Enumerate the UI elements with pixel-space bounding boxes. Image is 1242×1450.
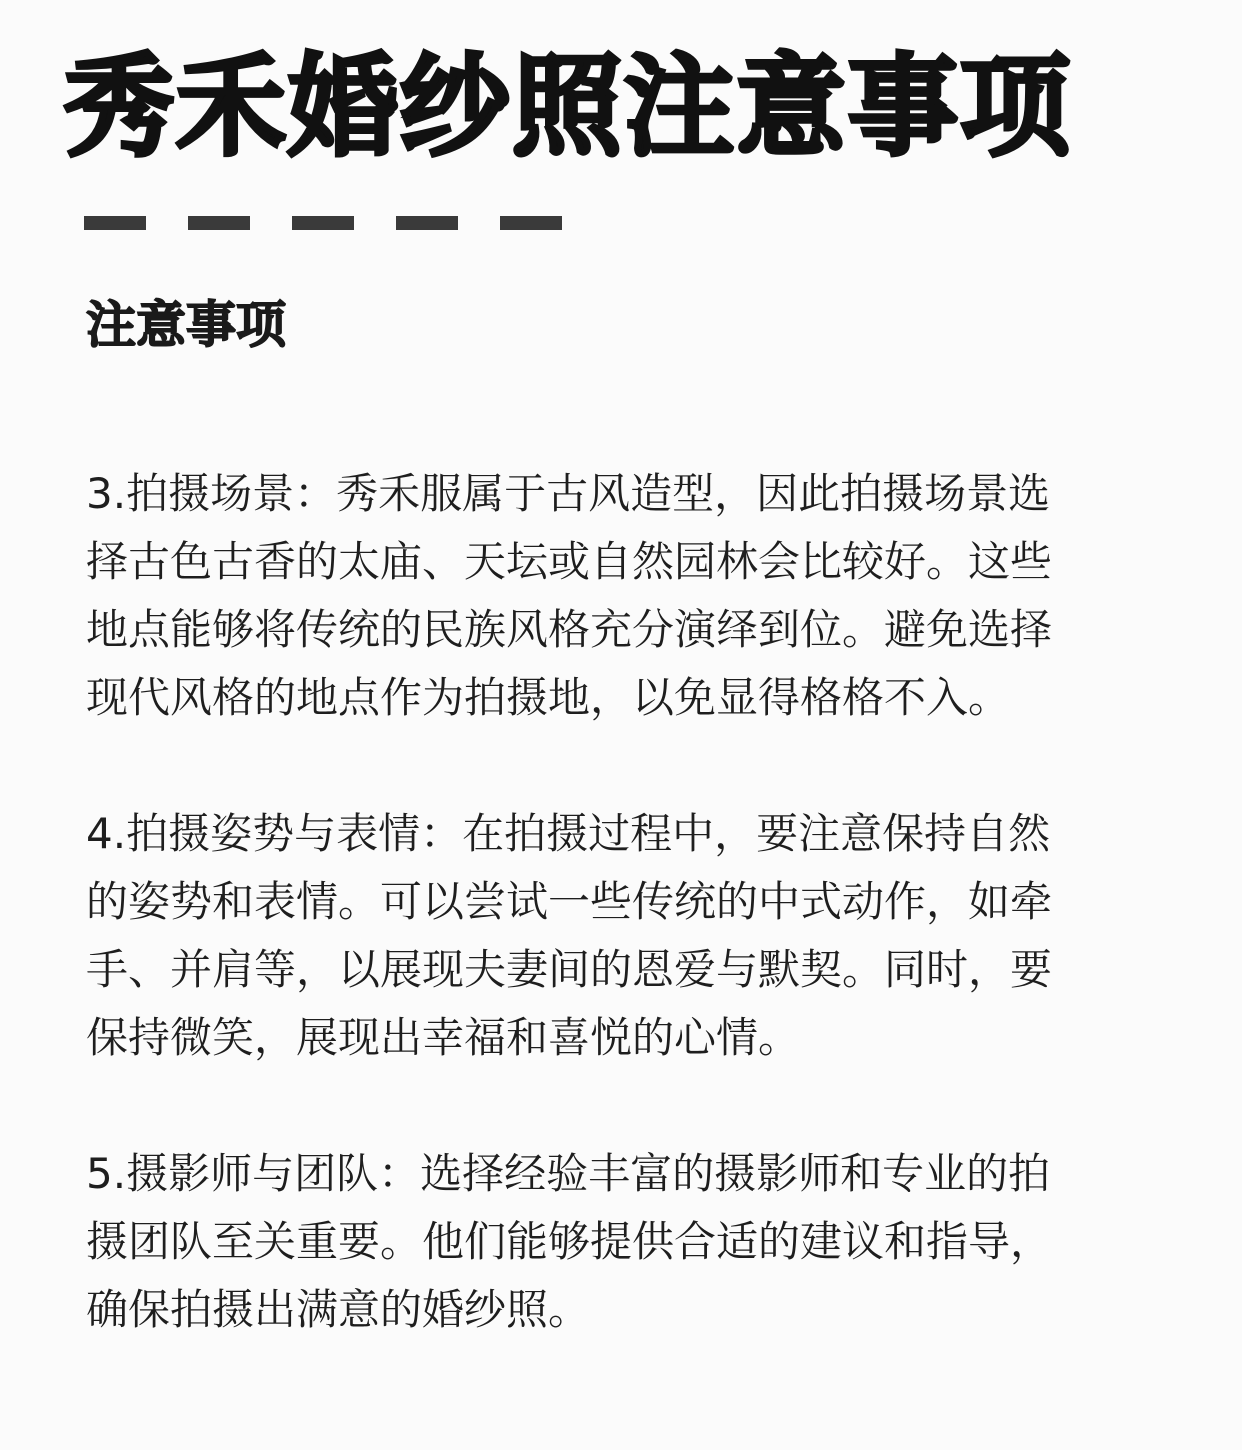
paragraph-line: 3.拍摄场景：秀禾服属于古风造型，因此拍摄场景选 xyxy=(86,469,1051,518)
page-title: 秀禾婚纱照注意事项 xyxy=(64,43,1072,171)
tip-paragraph-pose-expression xyxy=(86,800,1161,1072)
dashed-divider xyxy=(84,216,562,232)
paragraph-line: 保持微笑，展现出幸福和喜悦的心情。 xyxy=(86,1013,801,1062)
divider-dash xyxy=(84,216,146,230)
divider-dash xyxy=(500,216,562,230)
tip-paragraph-shooting-scene xyxy=(86,460,1161,732)
section-heading: 注意事项 xyxy=(86,296,286,354)
divider-dash xyxy=(292,216,354,230)
paragraph-line: 5.摄影师与团队：选择经验丰富的摄影师和专业的拍 xyxy=(86,1149,1051,1198)
paragraph-line: 择古色古香的太庙、天坛或自然园林会比较好。这些 xyxy=(86,537,1053,586)
divider-dash xyxy=(396,216,458,230)
paragraph-line: 4.拍摄姿势与表情：在拍摄过程中，要注意保持自然 xyxy=(86,809,1051,858)
divider-dash xyxy=(188,216,250,230)
paragraph-line: 的姿势和表情。可以尝试一些传统的中式动作，如牵 xyxy=(86,877,1053,926)
tip-paragraph-photographer-team xyxy=(86,1140,1161,1344)
paragraph-line: 现代风格的地点作为拍摄地，以免显得格格不入。 xyxy=(86,673,1011,722)
paragraph-line: 摄团队至关重要。他们能够提供合适的建议和指导， xyxy=(86,1217,1053,1266)
paragraph-line: 确保拍摄出满意的婚纱照。 xyxy=(86,1285,591,1334)
paragraph-line: 手、并肩等，以展现夫妻间的恩爱与默契。同时，要 xyxy=(86,945,1053,994)
paragraph-line: 地点能够将传统的民族风格充分演绎到位。避免选择 xyxy=(86,605,1053,654)
